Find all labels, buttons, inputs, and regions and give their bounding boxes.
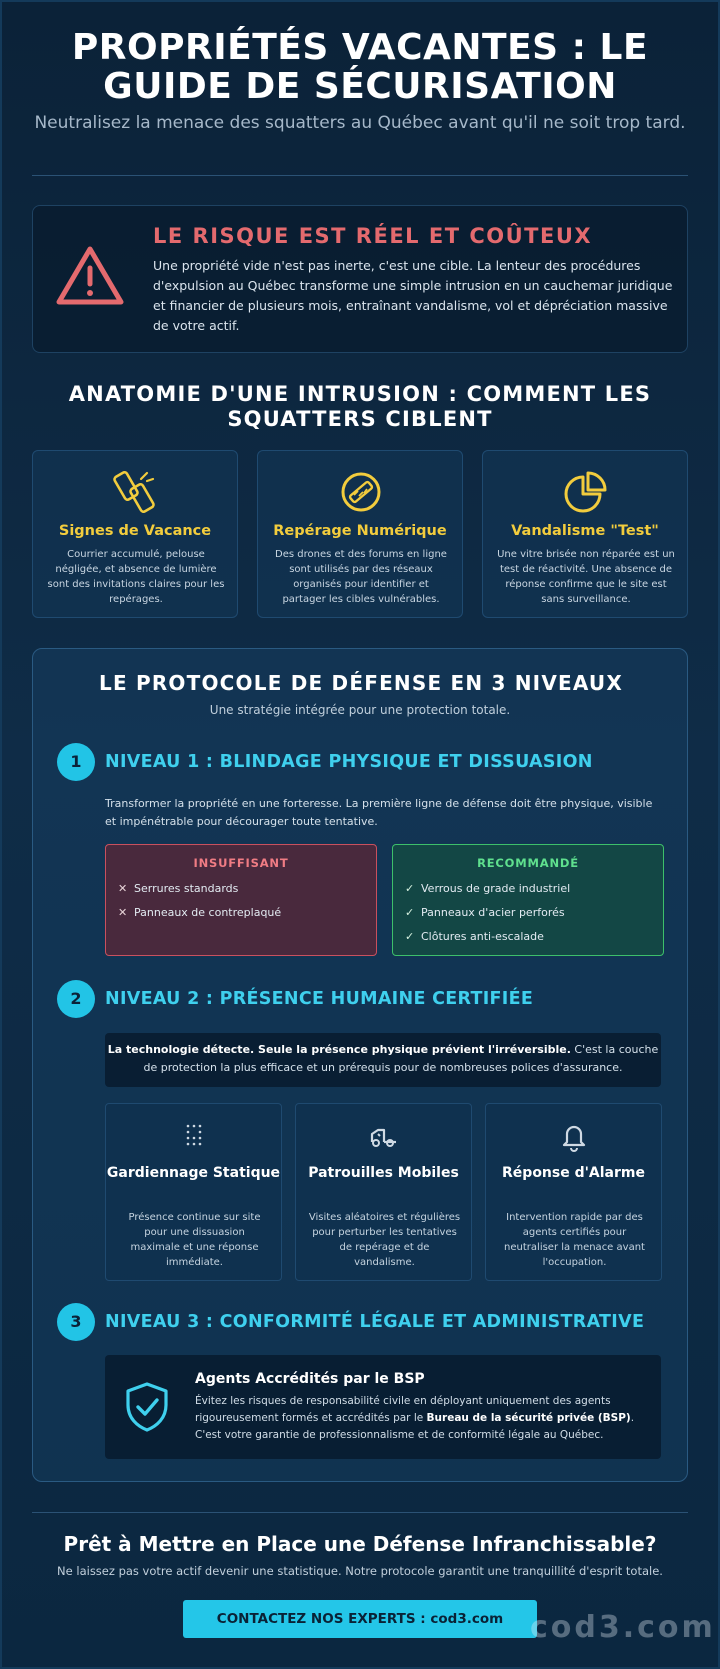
insufficient-item (118, 882, 238, 895)
page-title: PROPRIÉTÉS VACANTES : LE GUIDE DE SÉCURISATION (71, 27, 649, 107)
anatomy-card-digital (257, 450, 463, 618)
broken-glass-icon (111, 467, 161, 517)
bsp-text-part: Évitez les risques de responsabilité civile en déployant uniquement des agents rigoureusement formés et accrédités par le (195, 1395, 611, 1424)
note-text: C'est la couche de protection la plus efficace et un prérequis pour de nombreuses polices d'assurance. (143, 1043, 659, 1074)
anatomy-card-title: Repérage Numérique (273, 523, 447, 539)
insufficient-item (118, 906, 281, 919)
anatomy-card-vandalism (482, 450, 688, 618)
check-icon: ✓ (405, 906, 415, 919)
x-icon: ✕ (118, 882, 128, 895)
item-label: Verrous de grade industriel (421, 882, 571, 895)
pie-chart-icon (561, 467, 611, 517)
service-title: Patrouilles Mobiles (308, 1165, 459, 1181)
level-2-title: NIVEAU 2 : PRÉSENCE HUMAINE CERTIFIÉE (105, 989, 534, 1009)
anatomy-title: ANATOMIE D'UNE INTRUSION : COMMENT LES SQUATTERS CIBLENT (68, 382, 652, 431)
check-icon: ✓ (405, 930, 415, 943)
recommended-item (405, 906, 565, 919)
level-number: 3 (57, 1303, 95, 1341)
service-text: Visites aléatoires et régulières pour perturber les tentatives de repérage et de vandalisme. (308, 1212, 461, 1268)
risk-panel (32, 205, 688, 353)
protocol-subtitle: Une stratégie intégrée pour une protection totale. (209, 703, 511, 717)
anatomy-card-text: Des drones et des forums en ligne sont utilisés par des réseaux organisés pour identifier et partager les cibles vulnérables. (275, 549, 447, 605)
anatomy-card-vacancy (32, 450, 238, 618)
watermark: cod3.com (530, 1610, 716, 1645)
risk-text: Une propriété vide n'est pas inerte, c'est une cible. La lenteur des procédures d'expulsion au Québec transforme une simple intrusion en un cauchemar juridique et financier de plusieurs mois, entraînant vandalisme, vol et dépréciation massive de votre actif. (153, 258, 673, 333)
service-card-alarm (485, 1103, 662, 1281)
bsp-text-bold: Bureau de la sécurité privée (BSP) (426, 1412, 631, 1424)
item-label: Serrures standards (134, 882, 239, 895)
divider (32, 1512, 688, 1513)
page-subtitle: Neutralisez la menace des squatters au Québec avant qu'il ne soit trop tard. (34, 113, 686, 133)
bsp-text (195, 1393, 645, 1444)
level-1-title: NIVEAU 1 : BLINDAGE PHYSIQUE ET DISSUASION (105, 752, 593, 772)
level-1-text: Transformer la propriété en une forteresse. La première ligne de défense doit être physique, visible et impénétrable pour décourager toute tentative. (105, 797, 653, 828)
recommended-box (392, 844, 664, 956)
divider (32, 175, 688, 176)
service-title: Gardiennage Statique (106, 1165, 281, 1181)
bsp-text-part: . C'est votre garantie de professionnalisme et de conformité légale au Québec. (195, 1412, 635, 1441)
protocol-title: LE PROTOCOLE DE DÉFENSE EN 3 NIVEAUX (99, 671, 623, 695)
recommended-title: RECOMMANDÉ (477, 856, 579, 870)
grid-dots-icon (178, 1120, 210, 1152)
recommended-item (405, 930, 544, 943)
insufficient-box (105, 844, 377, 956)
anatomy-card-text: Courrier accumulé, pelouse négligée, et absence de lumière sont des invitations claires pour les repérages. (47, 549, 225, 605)
service-text: Présence continue sur site pour une dissuasion maximale et une réponse immédiate. (128, 1212, 261, 1268)
item-label: Panneaux d'acier perforés (421, 906, 565, 919)
risk-title: LE RISQUE EST RÉEL ET COÛTEUX (153, 224, 593, 248)
service-text: Intervention rapide par des agents certifiés pour neutraliser la menace avant l'occupation. (504, 1212, 645, 1268)
x-icon: ✕ (118, 906, 128, 919)
bsp-panel (105, 1355, 661, 1459)
level-number: 1 (57, 743, 95, 781)
recommended-item (405, 882, 570, 895)
item-label: Panneaux de contreplaqué (134, 906, 282, 919)
level-3-title: NIVEAU 3 : CONFORMITÉ LÉGALE ET ADMINISTRATIVE (105, 1312, 645, 1332)
level-number: 2 (57, 980, 95, 1018)
warning-triangle-icon (55, 244, 125, 308)
shield-check-icon (123, 1381, 171, 1433)
satellite-icon (336, 467, 386, 517)
note-bold: La technologie détecte. Seule la présence physique prévient l'irréversible. (107, 1043, 571, 1056)
service-title: Réponse d'Alarme (502, 1165, 645, 1181)
anatomy-card-title: Signes de Vacance (58, 523, 212, 539)
protocol-panel (32, 648, 688, 1482)
bsp-title: Agents Accrédités par le BSP (195, 1371, 425, 1387)
insufficient-title: INSUFFISANT (193, 856, 289, 870)
patrol-car-icon (368, 1120, 400, 1152)
contact-experts-button[interactable]: CONTACTEZ NOS EXPERTS : cod3.com (183, 1600, 537, 1638)
cta-subtitle: Ne laissez pas votre actif devenir une statistique. Notre protocole garantit une tranquillité d'esprit totale. (57, 1564, 663, 1578)
item-label: Clôtures anti-escalade (421, 930, 544, 943)
service-card-static (105, 1103, 282, 1281)
cta-title: Prêt à Mettre en Place une Défense Infranchissable? (63, 1532, 657, 1556)
service-card-patrol (295, 1103, 472, 1281)
bell-icon (558, 1120, 590, 1152)
presence-note (105, 1033, 661, 1087)
anatomy-card-title: Vandalisme "Test" (511, 523, 659, 539)
anatomy-card-text: Une vitre brisée non réparée est un test de réactivité. Une absence de réponse confirme que le site est sans surveillance. (497, 549, 675, 605)
check-icon: ✓ (405, 882, 415, 895)
